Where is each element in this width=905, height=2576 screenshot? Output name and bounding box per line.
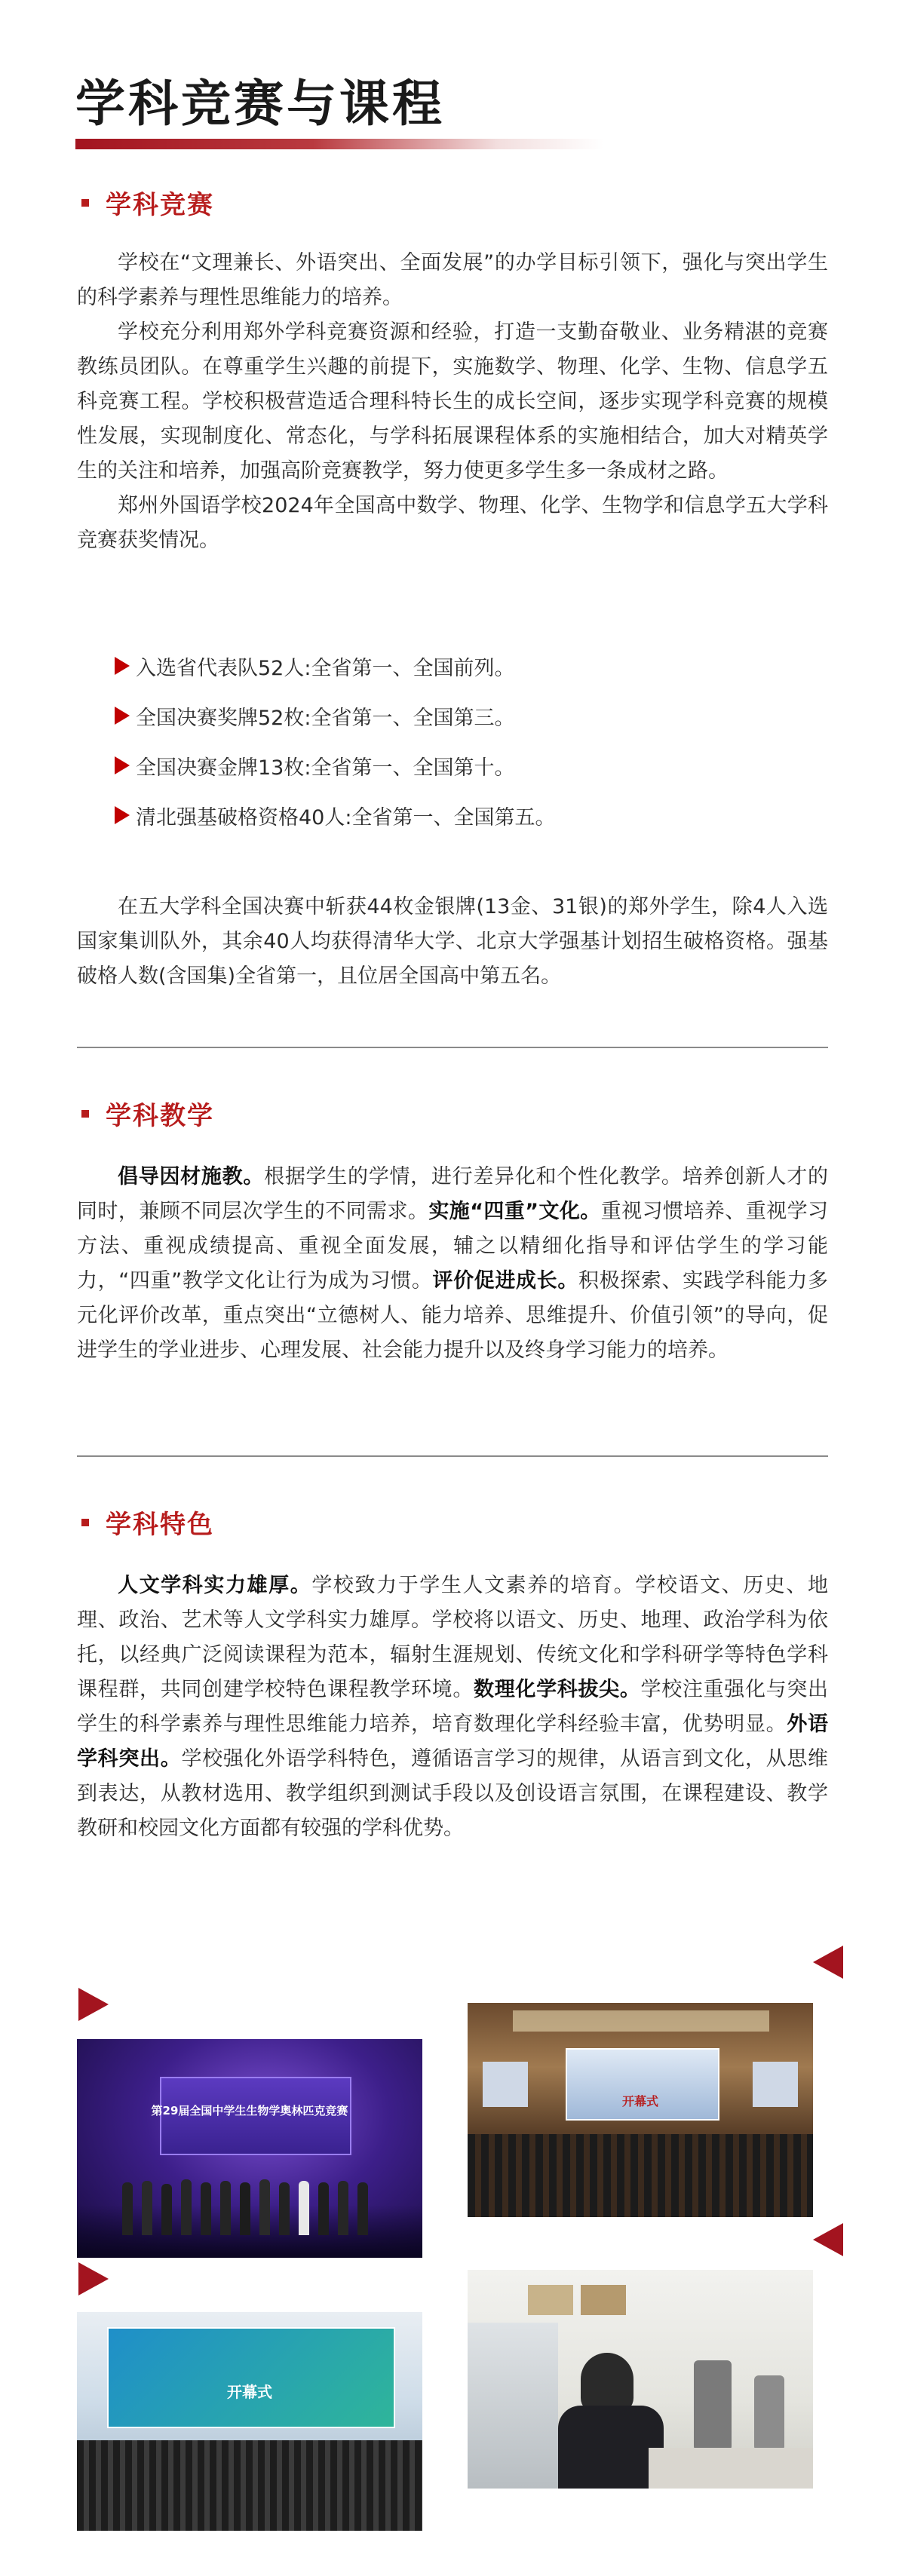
teaching-paragraph: 倡导因材施教。根据学生的学情，进行差异化和个性化教学。培养创新人才的同时，兼顾不同层次学生的不同需求。实施“四重”文化。重视习惯培养、重视学习方法、重视成绩提高、重视全面发展，辅之以精细化指导和评估学生的学习能力，“四重”教学文化让行为成为习惯。评价促进成长。积极探索、实践学科能力多元化评价改革，重点突出“立德树人、能力培养、思维提升、价值引领”的导向，促进学生的学业进步、心理发展、社会能力提升以及终身学习能力的培养。	[77, 1165, 829, 1362]
triangle-bullet-icon	[115, 707, 130, 725]
person-figure	[240, 2182, 250, 2235]
section-marker	[81, 199, 89, 207]
photo-opening-ceremony	[77, 2312, 422, 2531]
competition-closing-paragraph: 在五大学科全国决赛中斩获44枚金银牌(13金、31银)的郑外学生，除4人入选国家集训队外，其余40人均获得清华大学、北京大学强基计划招生破格资格。强基破格人数(含国集)全省第一，且位居全国高中第五名。	[77, 895, 828, 988]
features-paragraph: 人文学科实力雄厚。学校致力于学生人文素养的培育。学校语文、历史、地理、政治、艺术等人文学科实力雄厚。学校将以语文、历史、地理、政治学科为依托，以经典广泛阅读课程为范本，辐射生涯规划、传统文化和学科研学等特色学科课程群，共同创建学校特色课程教学环境。数理化学科拔尖。学校注重强化与突出学生的科学素养与理性思维能力培养，培育数理化学科经验丰富，优势明显。外语学科突出。学校强化外语学科特色，遵循语言学习的规律，从语言到文化，从思维到表达，从教材选用、教学组织到测试手段以及创设语言氛围，在课程建设、教学教研和校园文化方面都有较强的学科优势。	[77, 1574, 829, 1840]
lab-bench	[649, 2448, 813, 2489]
award-item: 入选省代表队52人:全省第一、全国前列。	[115, 641, 555, 691]
page-title: 学科竞赛与课程	[75, 75, 445, 133]
photo-laboratory-student	[468, 2270, 813, 2489]
lab-cabinet	[468, 2323, 558, 2489]
person-figure	[318, 2182, 329, 2235]
audience-crowd	[77, 2440, 422, 2531]
person-figure	[201, 2182, 211, 2235]
student-head	[581, 2353, 634, 2413]
red-flag-icon	[78, 1988, 109, 2021]
section-header-features	[81, 1504, 214, 1541]
section-title-teaching: 学科教学	[106, 1101, 214, 1131]
features-body	[77, 1569, 828, 1846]
person-figure	[142, 2181, 152, 2235]
section-header-competition	[81, 184, 214, 221]
award-item: 清北强基破格资格40人:全省第一、全国第五。	[115, 790, 555, 840]
competition-paragraph-3: 郑州外国语学校2024年全国高中数学、物理、化学、生物学和信息学五大学科竞赛获奖情况。	[77, 494, 828, 552]
person-figure	[338, 2181, 348, 2235]
title-underline-bar	[75, 139, 603, 149]
section-header-teaching	[81, 1095, 214, 1132]
teaching-body	[77, 1160, 828, 1368]
triangle-bullet-icon	[115, 756, 130, 774]
triangle-bullet-icon	[115, 657, 130, 675]
competition-paragraph-2: 学校充分利用郑外学科竞赛资源和经验，打造一支勤奋敬业、业务精湛的竞赛教练员团队。在尊重学生兴趣的前提下，实施数学、物理、化学、生物、信息学五科竞赛工程。学校积极营造适合理科特长生的成长空间，逐步实现学科竞赛的规模性发展，实现制度化、常态化，与学科拓展课程体系的实施相结合，加大对精英学生的关注和培养，加强高阶竞赛教学，努力使更多学生多一条成材之路。	[77, 320, 828, 483]
section-marker	[81, 1519, 89, 1526]
photo-competition-caption: 第29届全国中学生生物学奥林匹克竞赛	[151, 2104, 348, 2118]
section-title-competition: 学科竞赛	[106, 190, 214, 220]
person-figure	[220, 2181, 231, 2235]
stage-screen	[566, 2048, 719, 2121]
stage-banner	[107, 2327, 395, 2428]
person-figure	[279, 2182, 290, 2235]
person-figure	[357, 2182, 368, 2235]
person-figure	[299, 2181, 309, 2235]
person-figure	[122, 2182, 133, 2235]
section-divider	[77, 1455, 828, 1457]
section-title-features: 学科特色	[106, 1510, 214, 1540]
audience-crowd	[468, 2134, 813, 2217]
competition-closing	[77, 890, 828, 994]
person-figure	[181, 2179, 192, 2235]
photo-competition-stage	[77, 2039, 422, 2258]
wall-poster	[581, 2285, 626, 2315]
photo-auditorium-ceremony	[468, 2003, 813, 2217]
competition-paragraph-1: 学校在“文理兼长、外语突出、全面发展”的办学目标引领下，强化与突出学生的科学素养与理性思维能力的培养。	[77, 251, 828, 309]
award-item: 全国决赛金牌13枚:全省第一、全国第十。	[115, 741, 555, 790]
red-flag-icon	[813, 1946, 843, 1979]
microscope	[694, 2360, 732, 2451]
person-figure	[259, 2179, 270, 2235]
person-figure	[161, 2184, 172, 2235]
triangle-bullet-icon	[115, 806, 130, 824]
student-body	[558, 2406, 664, 2489]
microscope	[754, 2375, 784, 2451]
wall-poster	[528, 2285, 573, 2315]
side-screen	[483, 2062, 528, 2107]
ceiling-lights	[513, 2010, 769, 2032]
photo-auditorium-caption: 开幕式	[621, 2094, 658, 2108]
red-flag-icon	[813, 2223, 843, 2256]
side-screen	[753, 2062, 798, 2107]
section-marker	[81, 1110, 89, 1118]
section-divider	[77, 1047, 828, 1048]
award-item: 全国决赛奖牌52枚:全省第一、全国第三。	[115, 691, 555, 741]
red-flag-icon	[78, 2262, 109, 2295]
award-list	[115, 641, 555, 840]
competition-intro	[77, 246, 828, 558]
photo-opening-caption: 开幕式	[227, 2383, 272, 2401]
